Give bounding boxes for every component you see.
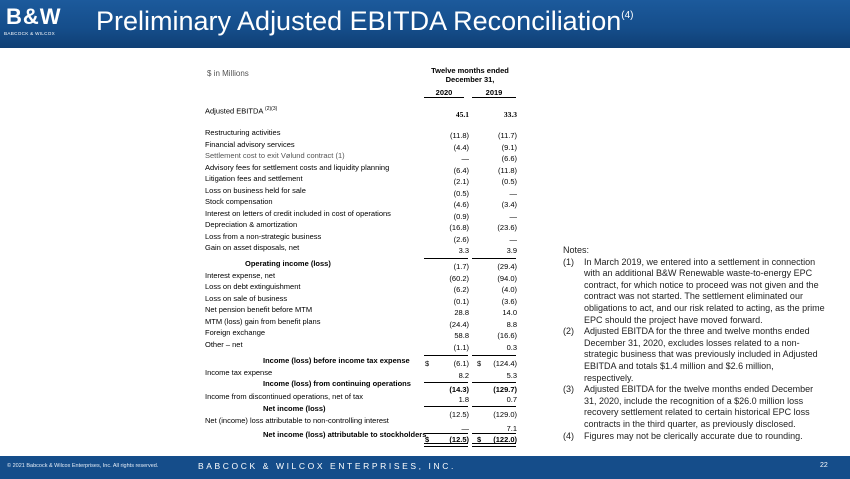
value-2020: (4.4) xyxy=(453,142,469,152)
table-row xyxy=(205,392,525,403)
row-label: Operating income (loss) xyxy=(245,259,331,268)
value-2020: — xyxy=(461,424,469,433)
row-label: Income tax expense xyxy=(205,367,273,377)
page-title-text: Preliminary Adjusted EBITDA Reconciliation xyxy=(96,6,622,36)
row-label: MTM (loss) gain from benefit plans xyxy=(205,316,321,326)
note-number: (3) xyxy=(563,384,574,395)
value-2020: (6.4) xyxy=(453,165,469,175)
table-row xyxy=(205,220,525,231)
value-2020: 1.8 xyxy=(458,395,469,404)
stockholders-income-row xyxy=(205,430,525,444)
currency-symbol-2020: $ xyxy=(425,359,430,368)
table-row xyxy=(205,174,525,185)
table-row xyxy=(205,186,525,197)
page-number: 22 xyxy=(820,462,828,469)
value-2020: (60.2) xyxy=(449,273,469,283)
total-double-rule-2019 xyxy=(472,443,516,447)
value-2020: 45.1 xyxy=(455,110,469,119)
value-2019: (122.0) xyxy=(493,435,517,444)
adjusted-ebitda-label: Adjusted EBITDA xyxy=(205,106,263,116)
table-row xyxy=(205,294,525,305)
row-label: Other – net xyxy=(205,339,243,349)
value-2019: (124.4) xyxy=(493,359,517,368)
table-row xyxy=(205,416,525,433)
value-2020: — xyxy=(461,154,469,163)
row-label: Litigation fees and settlement xyxy=(205,174,303,183)
table-row xyxy=(205,163,525,174)
page-title xyxy=(96,6,633,37)
value-2019: (94.0) xyxy=(497,273,517,283)
year-rule-2020 xyxy=(424,97,464,98)
year-2020-heading: 2020 xyxy=(435,88,453,97)
period-heading: Twelve months ended December 31, xyxy=(431,66,509,84)
value-2020: 3.3 xyxy=(458,246,469,255)
adjusted-ebitda-sup: (2)(3) xyxy=(265,106,278,112)
value-2020: (11.8) xyxy=(449,131,469,140)
value-2020: 28.8 xyxy=(454,308,469,317)
table-row xyxy=(205,340,525,351)
value-2020: (6.2) xyxy=(453,285,469,294)
row-label: Foreign exchange xyxy=(205,328,266,337)
value-2019: (23.6) xyxy=(497,223,517,232)
row-label: Net income (loss) attributable to stockholders xyxy=(263,430,427,439)
adjusted-ebitda-row xyxy=(205,106,525,117)
row-label: Net (income) loss attributable to non-controlling interest xyxy=(205,416,389,425)
value-2020: (12.5) xyxy=(449,410,469,419)
continuing-ops-row xyxy=(205,379,525,394)
row-label xyxy=(205,106,277,116)
currency-symbol-2020: $ xyxy=(425,435,430,444)
table-row xyxy=(205,197,525,208)
row-label: Stock compensation xyxy=(205,197,273,206)
pretax-income-row xyxy=(205,356,525,367)
value-2019: 0.3 xyxy=(506,342,517,352)
note-item xyxy=(563,257,825,327)
note-number: (2) xyxy=(563,326,574,337)
note-item xyxy=(563,384,825,430)
value-2019: (3.4) xyxy=(501,200,517,209)
value-2019: (129.7) xyxy=(493,385,517,394)
table-row xyxy=(205,282,525,293)
value-2020: (12.5) xyxy=(449,435,469,444)
company-name: BABCOCK & WILCOX ENTERPRISES, INC. xyxy=(198,461,456,471)
row-label: Loss on sale of business xyxy=(205,293,288,303)
row-label: Income from discontinued operations, net of tax xyxy=(205,392,364,401)
table-row xyxy=(205,140,525,151)
note-item xyxy=(563,326,825,384)
table-row xyxy=(205,305,525,316)
table-row xyxy=(205,232,525,243)
table-row xyxy=(205,368,525,379)
value-2020: (4.6) xyxy=(453,200,469,209)
row-label: Net pension benefit before MTM xyxy=(205,305,313,314)
footer-bar xyxy=(0,456,850,479)
year-rule-2019 xyxy=(472,97,516,98)
value-2019: 5.3 xyxy=(506,370,517,380)
value-2019: — xyxy=(509,234,517,244)
value-2020: (16.8) xyxy=(449,223,469,232)
value-2020: 8.2 xyxy=(458,370,469,380)
row-label: Net income (loss) xyxy=(263,404,326,413)
logo-mark: B&W xyxy=(6,4,62,29)
table-row xyxy=(205,243,525,254)
value-2019: (0.5) xyxy=(501,177,517,186)
value-2019: 8.8 xyxy=(506,319,517,329)
notes-panel xyxy=(563,245,825,442)
value-2019: (11.7) xyxy=(497,131,517,140)
currency-symbol-2019: $ xyxy=(477,359,482,368)
notes-title: Notes: xyxy=(563,245,590,255)
units-label: $ in Millions xyxy=(207,69,249,78)
note-text: Adjusted EBITDA for the three and twelve months ended December 31, 2020, excludes losses related to a non-strategic business that was previously included in Adjusted EBITDA and totals $1.4 million and $2.6 million, respectively. xyxy=(584,326,818,383)
row-label: Interest expense, net xyxy=(205,270,276,280)
value-2019: 3.9 xyxy=(506,246,517,255)
value-2019: — xyxy=(509,211,517,221)
value-2019: — xyxy=(509,188,517,198)
value-2020: (0.1) xyxy=(453,296,469,306)
title-footnote-ref: (4) xyxy=(621,10,634,21)
net-income-row xyxy=(205,404,525,419)
currency-symbol-2019: $ xyxy=(477,435,482,444)
row-label: Loss from a non-strategic business xyxy=(205,231,322,241)
value-2020: (6.1) xyxy=(453,359,469,368)
row-label: Advisory fees for settlement costs and liquidity planning xyxy=(205,162,390,172)
value-2020: (0.9) xyxy=(453,211,469,221)
row-label: Financial advisory services xyxy=(205,139,295,149)
total-double-rule-2020 xyxy=(424,443,468,447)
row-label: Income (loss) before income tax expense xyxy=(263,356,410,365)
note-item xyxy=(563,431,825,443)
value-2019: (9.1) xyxy=(501,142,517,152)
value-2019: 14.0 xyxy=(502,308,517,317)
row-label: Income (loss) from continuing operations xyxy=(263,379,411,388)
value-2020: (14.3) xyxy=(449,385,469,394)
operating-income-row xyxy=(205,259,525,270)
value-2019: (4.0) xyxy=(501,285,517,294)
row-label: Interest on letters of credit included in cost of operations xyxy=(205,208,391,218)
value-2020: (2.6) xyxy=(453,234,469,244)
value-2019: (11.8) xyxy=(497,165,517,175)
value-2019: 33.3 xyxy=(503,110,517,119)
value-2019: (6.6) xyxy=(501,154,517,163)
row-label: Settlement cost to exit Vølund contract (1) xyxy=(205,151,345,160)
note-number: (4) xyxy=(563,430,574,441)
table-row xyxy=(205,151,525,162)
value-2019: (16.6) xyxy=(497,331,517,340)
row-label: Depreciation & amortization xyxy=(205,220,298,229)
year-2019-heading: 2019 xyxy=(485,88,503,97)
title-bar xyxy=(0,0,850,48)
value-2020: (1.7) xyxy=(453,262,469,271)
table-row xyxy=(205,317,525,328)
value-2019: (29.4) xyxy=(497,262,517,271)
value-2019: 0.7 xyxy=(506,395,517,404)
value-2020: (1.1) xyxy=(453,342,469,352)
note-text: In March 2019, we entered into a settlement in connection with an additional B&W Renewable waste-to-energy EPC contract, for which notice to proceed was not given and the contract was not started. The settlement eliminated our obligations to act, and our risk related to acting, as the prime EPC should the project have moved forward. xyxy=(584,256,825,325)
row-label: Restructuring activities xyxy=(205,128,281,137)
row-label: Gain on asset disposals, net xyxy=(205,243,300,252)
table-row xyxy=(205,328,525,339)
row-label: Loss on debt extinguishment xyxy=(205,282,301,291)
logo-subtext: BABCOCK & WILCOX xyxy=(4,31,56,36)
table-row xyxy=(205,209,525,220)
note-number: (1) xyxy=(563,256,574,267)
table-row xyxy=(205,271,525,282)
note-text: Adjusted EBITDA for the twelve months ended December 31, 2020, include the recognition of a $26.0 million loss recovery settlement related to certain historical EPC loss contracts in the third quarter, as previously disclosed. xyxy=(584,384,814,429)
value-2020: (2.1) xyxy=(453,177,469,186)
value-2020: (24.4) xyxy=(449,319,469,329)
value-2019: 7.1 xyxy=(506,424,517,433)
note-text: Figures may not be clerically accurate due to rounding. xyxy=(584,430,803,441)
bw-logo xyxy=(4,4,66,44)
value-2020: (0.5) xyxy=(453,188,469,198)
value-2020: 58.8 xyxy=(454,331,469,340)
value-2019: (129.0) xyxy=(493,410,517,419)
value-2019: (3.6) xyxy=(501,296,517,306)
copyright-text: © 2021 Babcock & Wilcox Enterprises, Inc. All rights reserved. xyxy=(7,463,159,469)
table-row xyxy=(205,128,525,139)
row-label: Loss on business held for sale xyxy=(205,185,306,195)
